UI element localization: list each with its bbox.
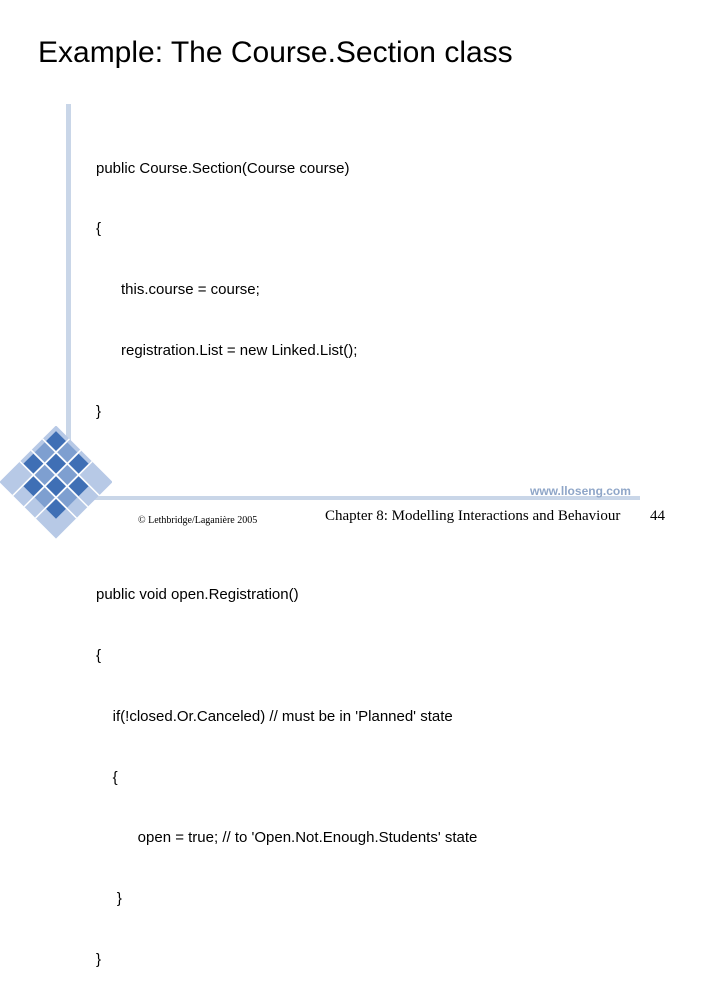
- code-line: open = true; // to 'Open.Not.Enough.Students' state: [96, 829, 478, 847]
- code-line: [96, 524, 477, 544]
- code-line: }: [96, 951, 102, 969]
- code-line: }: [96, 890, 122, 908]
- copyright-notice: © Lethbridge/Laganière 2005: [138, 515, 258, 526]
- page-number: 44: [650, 508, 665, 524]
- code-line: public void open.Registration(): [96, 585, 299, 603]
- code-line: {: [96, 220, 102, 238]
- code-line: }: [96, 403, 102, 421]
- code-line: if(!closed.Or.Canceled) // must be in 'Planned' state: [96, 707, 453, 725]
- diamond-grid-logo-icon: [0, 426, 112, 540]
- code-line: public Course.Section(Course course): [96, 159, 350, 177]
- code-block: [96, 118, 477, 991]
- code-line: {: [96, 768, 118, 786]
- chapter-title: Chapter 8: Modelling Interactions and Behaviour: [325, 508, 621, 524]
- website-url: www.lloseng.com: [530, 484, 631, 498]
- code-line: this.course = course;: [96, 281, 260, 299]
- code-line: registration.List = new Linked.List();: [96, 342, 358, 360]
- code-line: {: [96, 646, 102, 664]
- slide-title: Example: The Course.Section class: [38, 36, 513, 69]
- code-line: [96, 463, 477, 483]
